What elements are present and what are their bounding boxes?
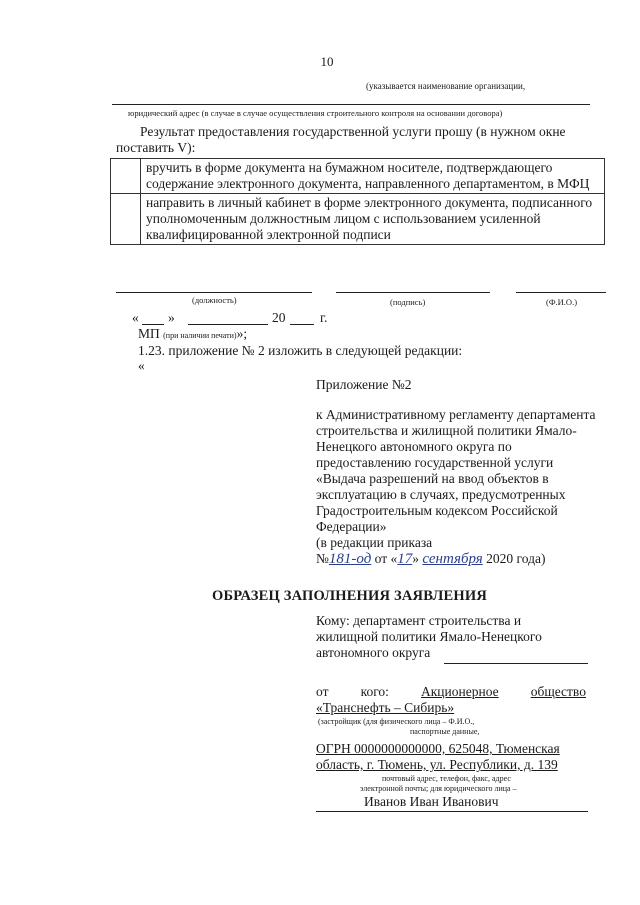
date-year-suffix: г. (320, 310, 328, 325)
fio-label: (Ф.И.О.) (546, 297, 578, 307)
legal-address-hint: юридический адрес (в случае в случае осуществления строительного контроля на основании договора) (128, 108, 503, 118)
ogrn-line-2: область, г. Тюмень, ул. Республики, д. 139 (316, 757, 558, 772)
appendix-title: Приложение №2 (316, 377, 412, 392)
applicant-name: Иванов Иван Иванович (364, 794, 499, 809)
to-block (316, 613, 586, 661)
applicant-name-line (316, 811, 588, 812)
mp-row (138, 326, 247, 342)
from-kogo: кого: (360, 684, 389, 699)
signature-line (336, 292, 490, 293)
order-no-prefix: № (316, 551, 329, 566)
from-ot: от (316, 684, 329, 699)
org-hint: (указывается наименование организации, (366, 81, 526, 91)
sample-title: ОБРАЗЕЦ ЗАПОЛНЕНИЯ ЗАЯВЛЕНИЯ (212, 588, 488, 604)
to-line-2: жилищной политики Ямало-Ненецкого (316, 629, 542, 644)
from-org-name: «Транснефть – Сибирь» (316, 700, 455, 715)
option-text-paper: вручить в форме документа на бумажном носителе, подтверждающего содержание электронного документа, направленного департаментом, в МФЦ (141, 159, 605, 194)
mp-hint: (при наличии печати) (163, 331, 237, 340)
from-block (316, 684, 586, 716)
date-month-line (188, 324, 268, 325)
page-number: 10 (320, 54, 334, 69)
mp-tail: »; (236, 326, 248, 341)
applicant-hint-2: паспортные данные, (410, 727, 480, 736)
date-open-quote: « (132, 310, 139, 325)
option-row (111, 194, 605, 245)
option-row (111, 159, 605, 194)
applicant-hint-3: почтовый адрес, телефон, факс, адрес (382, 774, 511, 783)
option-checkbox-paper[interactable] (111, 159, 141, 194)
result-request-text: Результат предоставления государственной услуги прошу (в нужном окне поставить V): (116, 124, 566, 155)
order-close-quote: » (412, 551, 420, 566)
to-line-3: автономного округа (316, 645, 431, 660)
date-close-quote: » (168, 310, 175, 325)
applicant-hint-1: (застройщик (для физического лица – Ф.И.О., (318, 717, 475, 726)
to-line-1: Кому: департамент строительства и (316, 613, 522, 628)
date-year-prefix: 20 (272, 310, 286, 325)
quote-open: « (138, 358, 145, 373)
order-month-handwritten: сентября (422, 551, 483, 567)
date-day-line (142, 324, 164, 325)
signature-label: (подпись) (390, 297, 426, 307)
ogrn-line-1: ОГРН 0000000000000, 625048, Тюменская (316, 741, 560, 756)
option-checkbox-electronic[interactable] (111, 194, 141, 245)
appendix-body (316, 407, 606, 567)
fio-line (516, 292, 606, 293)
position-label: (должность) (192, 295, 237, 305)
appendix-order (316, 551, 606, 567)
to-line-underline (444, 663, 588, 664)
org-line (112, 104, 590, 105)
order-day-handwritten: 17 (397, 551, 413, 567)
order-year: 2020 года) (486, 551, 546, 566)
option-text-electronic: направить в личный кабинет в форме электронного документа, подписанного уполномоченным должностным лицом с использованием усиленной квалифицированной электронной подписи (141, 194, 605, 245)
appendix-text: к Административному регламенту департамента строительства и жилищной политики Ямало-Ненецкого автономного округа по предоставлению государственной услуги «Выдача разрешений на ввод объектов в эксплуатацию в случаях, предусмотренных Градостроительным кодексом Российской Федерации» (316, 407, 596, 534)
order-number-handwritten: 181-од (328, 551, 372, 567)
from-org-word-1: Акционерное (421, 684, 499, 699)
date-year-line (290, 324, 314, 325)
from-row (316, 684, 586, 700)
mp-label: МП (138, 326, 160, 341)
from-org-word-2: общество (530, 684, 586, 699)
position-line (116, 292, 312, 293)
order-from: от « (374, 551, 398, 566)
appendix-edition: (в редакции приказа (316, 535, 433, 550)
options-table (110, 158, 605, 245)
applicant-hint-4: электронной почты; для юридического лица – (360, 784, 517, 793)
item-1-23: 1.23. приложение № 2 изложить в следующей редакции: (138, 343, 463, 358)
